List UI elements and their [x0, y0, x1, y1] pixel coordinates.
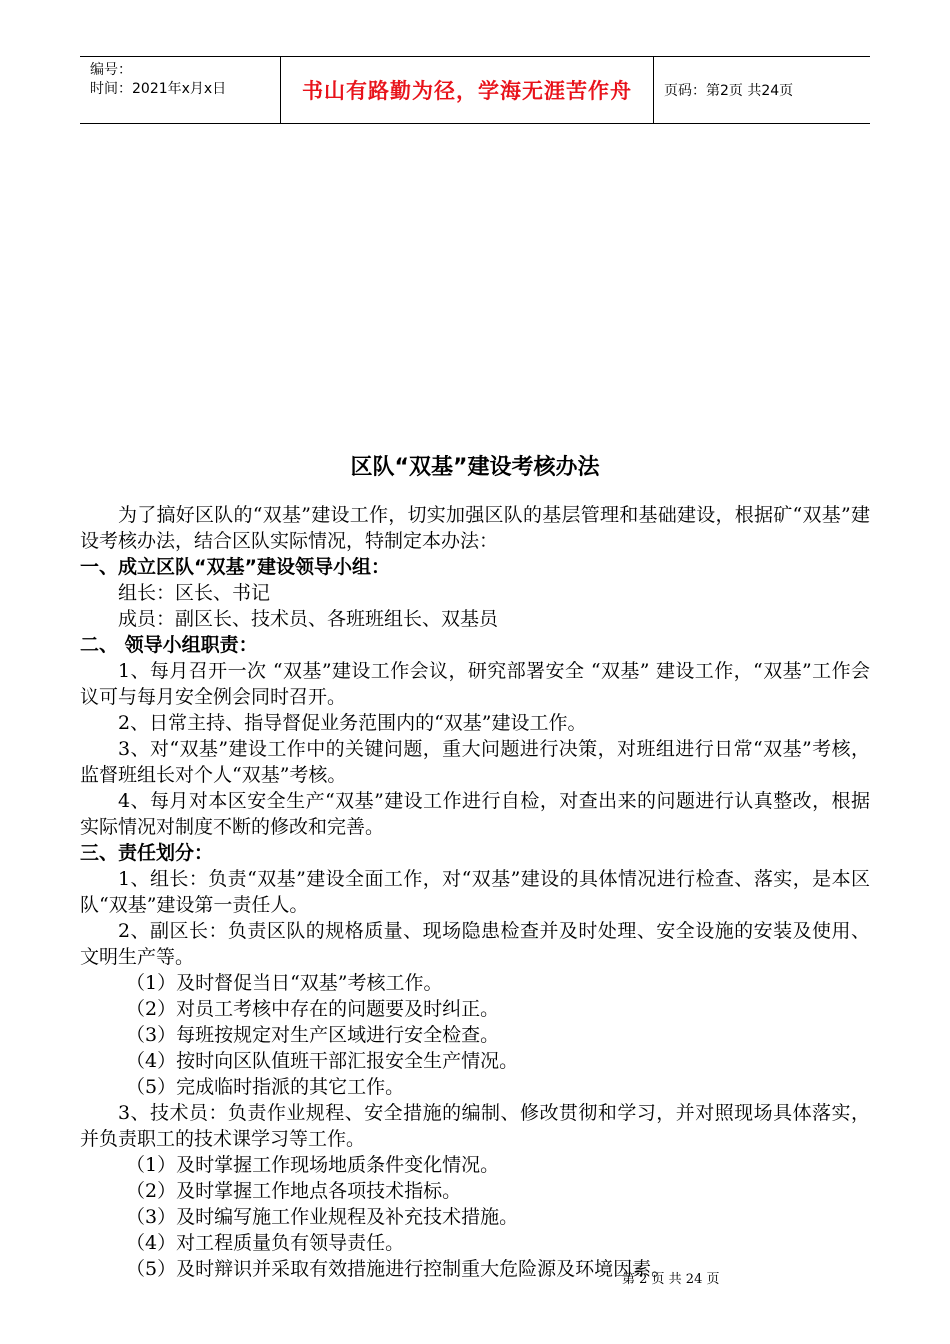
- date-label: 时间：2021年x月x日: [90, 81, 227, 97]
- document-body: [80, 502, 870, 1282]
- sub-list-item: （1）及时掌握工作现场地质条件变化情况。: [126, 1154, 500, 1176]
- sub-list-item: （4）按时向区队值班干部汇报安全生产情况。: [126, 1050, 519, 1072]
- list-item: 2、副区长：负责区队的规格质量、现场隐患检查并及时处理、安全设施的安装及使用、文明生产等。: [80, 920, 870, 968]
- header-motto: 书山有路勤为径，学海无涯苦作舟: [302, 79, 632, 103]
- sub-list-item: （5）及时辩识并采取有效措施进行控制重大危险源及环境因素。: [126, 1258, 671, 1280]
- sub-list-item: （3）每班按规定对生产区域进行安全检查。: [126, 1024, 500, 1046]
- sub-list-item: （1）及时督促当日“双基”考核工作。: [126, 972, 443, 994]
- list-item: 4、每月对本区安全生产“双基”建设工作进行自检，对查出来的问题进行认真整改，根据实际情况对制度不断的修改和完善。: [80, 790, 870, 838]
- header-motto-cell: [281, 57, 654, 123]
- list-item: 3、对“双基”建设工作中的关键问题，重大问题进行决策，对班组进行日常“双基”考核，监督班组长对个人“双基”考核。: [80, 738, 870, 786]
- list-item: 1、组长：负责“双基”建设全面工作，对“双基”建设的具体情况进行检查、落实，是本区队“双基”建设第一责任人。: [80, 868, 870, 916]
- section-heading: 一、成立区队“双基”建设领导小组：: [80, 556, 390, 578]
- list-item: 2、日常主持、指导督促业务范围内的“双基”建设工作。: [118, 712, 587, 734]
- section-heading: 二、 领导小组职责：: [80, 634, 258, 656]
- document-title: 区队“双基”建设考核办法: [350, 455, 600, 480]
- list-item: 3、技术员：负责作业规程、安全措施的编制、修改贯彻和学习，并对照现场具体落实，并负责职工的技术课学习等工作。: [80, 1102, 870, 1150]
- section-heading: 三、责任划分：: [80, 842, 214, 864]
- page-header: [80, 56, 870, 124]
- sub-list-item: （4）对工程质量负有领导责任。: [126, 1232, 405, 1254]
- sub-list-item: （3）及时编写施工作业规程及补充技术措施。: [126, 1206, 519, 1228]
- sub-list-item: （2）及时掌握工作地点各项技术指标。: [126, 1180, 462, 1202]
- sub-list-item: （5）完成临时指派的其它工作。: [126, 1076, 405, 1098]
- leader-line: 组长：区长、书记: [118, 582, 271, 604]
- list-item: 1、每月召开一次 “双基”建设工作会议，研究部署安全 “双基” 建设工作，“双基”工作会议可与每月安全例会同时召开。: [80, 660, 870, 708]
- serial-number-label: 编号：: [90, 62, 132, 78]
- members-line: 成员：副区长、技术员、各班班组长、双基员: [118, 608, 499, 630]
- sub-list-item: （2）对员工考核中存在的问题要及时纠正。: [126, 998, 500, 1020]
- header-meta: [80, 57, 281, 123]
- header-page-info: 页码：第2页 共24页: [664, 83, 794, 99]
- page-footer: 第 2 页 共 24 页: [622, 1272, 720, 1287]
- intro-paragraph: 为了搞好区队的“双基”建设工作，切实加强区队的基层管理和基础建设，根据矿“双基”建设考核办法，结合区队实际情况，特制定本办法：: [80, 504, 870, 552]
